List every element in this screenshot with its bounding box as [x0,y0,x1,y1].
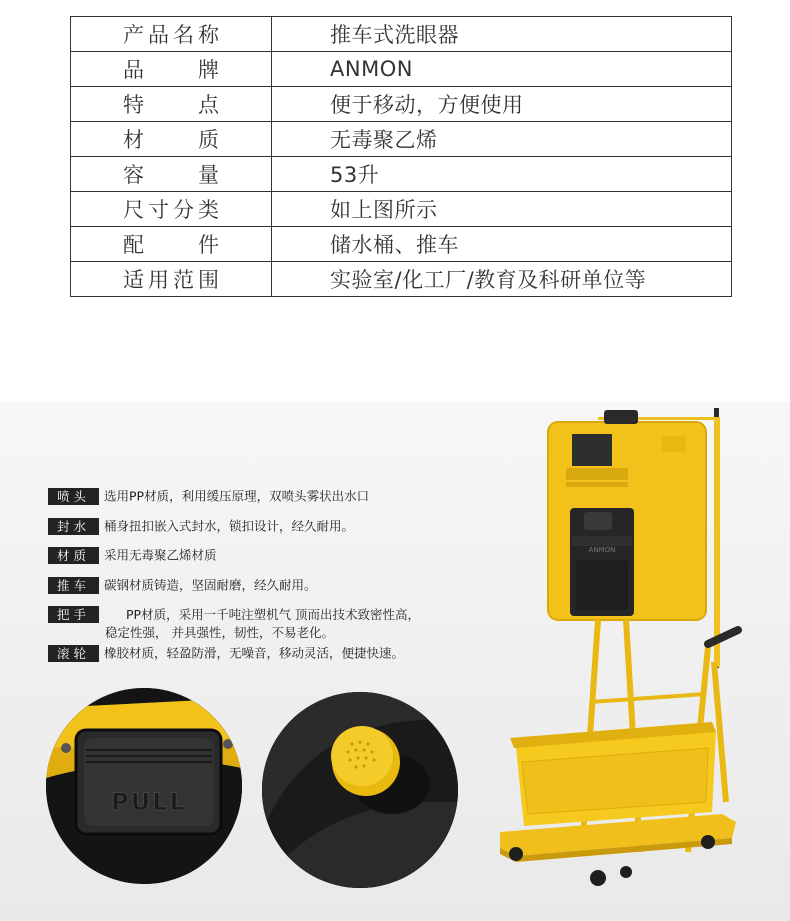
table-row [71,192,732,227]
feature-text: 碳钢材质铸造，坚固耐磨，经久耐用。 [104,577,317,592]
table-row [71,227,732,262]
table-row [71,157,732,192]
feature-item [48,643,488,664]
spec-key: 特点 [123,93,219,117]
feature-item [48,486,488,507]
feature-tag: 封水 [48,518,99,535]
spec-value: 如上图所示 [272,192,732,227]
spec-key: 尺寸分类 [123,198,219,222]
table-row [71,17,732,52]
feature-tag: 把手 [48,606,99,623]
feature-item [48,545,488,566]
table-row [71,122,732,157]
handle-closeup-image [46,688,242,884]
feature-list [48,486,488,672]
feature-text: 选用PP材质，利用缓压原理，双喷头雾状出水口 [104,488,370,504]
pull-label: PULL [111,788,187,816]
feature-text: 桶身扭扣嵌入式封水，锁扣设计，经久耐用。 [104,518,355,533]
feature-text: 采用无毒聚乙烯材质 [104,547,217,563]
spec-value: 推车式洗眼器 [272,17,732,52]
feature-item [48,604,488,643]
spec-key: 材质 [123,128,219,152]
spec-value: ANMON [272,52,732,87]
handle-closeup-graphic [46,688,242,884]
spec-table [70,16,732,297]
spec-value: 53升 [272,157,732,192]
tank-brand-print: ANMON [588,546,616,554]
feature-tag: 滚轮 [48,645,99,662]
feature-item [48,575,488,596]
table-row [71,52,732,87]
spec-value: 实验室/化工厂/教育及科研单位等 [272,262,732,297]
feature-text-continued: 稳定性强， 并具强性，韧性，不易老化。 [105,624,334,640]
table-row [71,87,732,122]
eyewash-trolley-image [486,402,786,921]
spec-key: 品牌 [123,58,219,82]
spec-key: 容量 [123,163,219,187]
feature-text: PP材质，采用一千吨注塑机气 顶而出技术致密性高， [126,606,421,622]
feature-tag: 推车 [48,577,99,594]
spec-key: 产品名称 [123,23,219,47]
nozzle-closeup-graphic [262,692,458,888]
spec-key: 配件 [123,233,219,257]
feature-tag: 材质 [48,547,99,564]
table-row [71,262,732,297]
nozzle-closeup-image [262,692,458,888]
spec-value: 便于移动，方便使用 [272,87,732,122]
spec-value: 无毒聚乙烯 [272,122,732,157]
spec-key: 适用范围 [123,268,219,292]
feature-item [48,516,488,537]
feature-text: 橡胶材质，轻盈防滑，无噪音，移动灵活，便捷快速。 [104,645,405,660]
spec-value: 储水桶、推车 [272,227,732,262]
feature-tag: 喷头 [48,488,99,505]
product-section [0,402,790,921]
